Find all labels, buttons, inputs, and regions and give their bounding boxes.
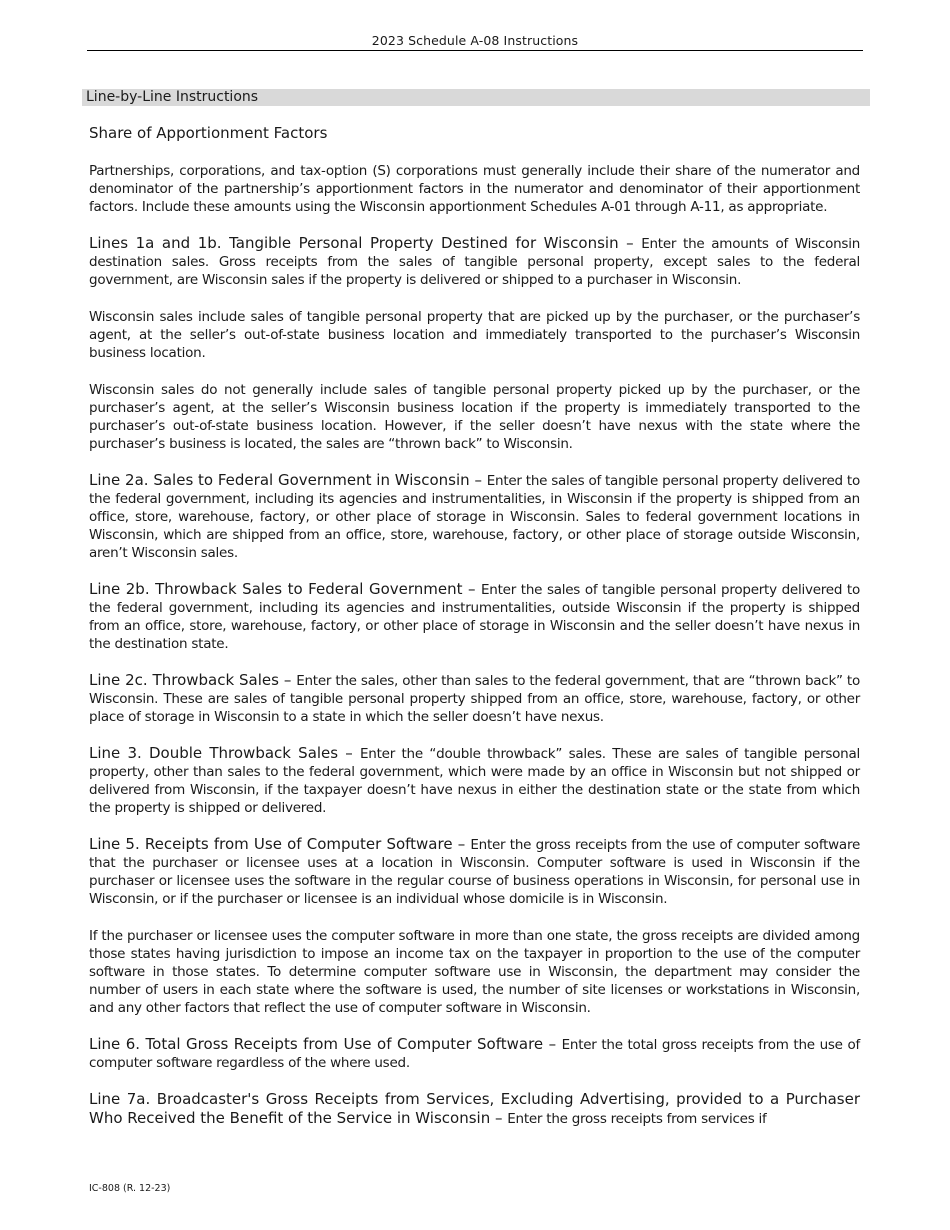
paragraph-lead: Line 2c. Throwback Sales – [89, 671, 297, 689]
instructions-body [89, 124, 860, 1146]
paragraph-line-5 [89, 835, 860, 908]
paragraph-body: If the purchaser or licensee uses the computer software in more than one state, the gross receipts are divided among those states having jurisdiction to impose an income tax on the taxpayer in proportion to the use of the computer software in those states. To determine computer software use in Wisconsin, the department may consider the number of users in each state where the software is used, the number of site licenses or workstations in Wisconsin, and any other factors that reflect the use of computer software in Wisconsin. [89, 928, 860, 1016]
paragraph-line-1a-1b [89, 234, 860, 289]
paragraph-body: Enter the amounts of Wisconsin destination sales. Gross receipts from the sales of tangible personal property, except sales to the federal government, are Wisconsin sales if the property is delivered or shipped to a purchaser in Wisconsin. [89, 236, 861, 288]
paragraph-share-of-factors [89, 161, 860, 216]
paragraph-body: Partnerships, corporations, and tax-option (S) corporations must generally include their share of the numerator and denominator of the partnership’s apportionment factors in the numerator and denominator of their apportionment factors. Include these amounts using the Wisconsin apportionment Schedules A-01 through A-11, as appropriate. [89, 163, 860, 215]
form-revision-code: IC-808 (R. 12-23) [89, 1183, 171, 1194]
paragraph-body: Wisconsin sales include sales of tangible personal property that are picked up by the purchaser, or the purchaser’s agent, at the seller’s out-of-state business location and immediately transported to the purchaser’s Wisconsin business location. [89, 309, 860, 361]
paragraph-line-2a [89, 471, 860, 562]
paragraph-line-6 [89, 1035, 860, 1072]
paragraph-body: Wisconsin sales do not generally include sales of tangible personal property picked up by the purchaser, or the purchaser’s agent, at the seller’s Wisconsin business location if the property is immediately transported to the purchaser’s out-of-state business location. However, if the seller doesn’t have nexus with the state where the purchaser’s business is located, the sales are “thrown back” to Wisconsin. [89, 382, 860, 452]
paragraph-line-2c [89, 671, 860, 726]
paragraph-body: Enter the sales of tangible personal property delivered to the federal government, including its agencies and instrumentalities, in Wisconsin if the property is shipped from an office, store, warehouse, factory, or other place of storage in Wisconsin. Sales to federal government locations in Wisconsin, which are shipped from an office, store, warehouse, factory, or other place of storage outside Wisconsin, aren’t Wisconsin sales. [89, 473, 860, 561]
paragraph-software-multistate [89, 926, 860, 1017]
paragraph-body: Enter the gross receipts from the use of computer software that the purchaser or licensee uses at a location in Wisconsin. Computer software is used in Wisconsin if the purchaser or licensee uses the software in the regular course of business operations in Wisconsin, for personal use in Wisconsin, or if the purchaser or licensee is an individual whose domicile is in Wisconsin. [89, 837, 860, 907]
document-header-title: 2023 Schedule A-08 Instructions [371, 33, 579, 48]
paragraph-lead: Line 2b. Throwback Sales to Federal Government – [89, 580, 482, 598]
paragraph-lead: Line 3. Double Throwback Sales – [89, 744, 361, 762]
paragraph-lead: Line 2a. Sales to Federal Government in Wisconsin – [89, 471, 487, 489]
paragraph-body: Enter the total gross receipts from the use of computer software regardless of the where used. [89, 1037, 860, 1071]
paragraph-line-7a [89, 1090, 860, 1128]
paragraph-body: Enter the gross receipts from services if [507, 1111, 767, 1127]
paragraph-body: Enter the “double throwback” sales. These are sales of tangible personal property, other than sales to the federal government, which were made by an office in Wisconsin but not shipped or delivered from Wisconsin, if the taxpayer doesn’t have nexus in either the destination state or the state from which the property is shipped or delivered. [89, 746, 861, 816]
subheading-share-of-apportionment: Share of Apportionment Factors [89, 124, 328, 142]
paragraph-body: Enter the sales of tangible personal property delivered to the federal government, including its agencies and instrumentalities, outside Wisconsin if the property is shipped from an office, store, warehouse, factory, or other place of storage in Wisconsin and the seller doesn’t have nexus in the destination state. [89, 582, 860, 652]
paragraph-lead: Line 5. Receipts from Use of Computer Software – [89, 835, 471, 853]
paragraph-lead: Line 7a. Broadcaster's Gross Receipts from Services, Excluding Advertising, provided to a Purchaser Who Received the Benefit of the Service in Wisconsin – [89, 1090, 860, 1127]
paragraph-wisconsin-sales-exclude [89, 380, 860, 453]
paragraph-line-3 [89, 744, 860, 817]
paragraph-line-2b [89, 580, 860, 653]
section-title-bar: Line-by-Line Instructions [82, 89, 870, 106]
paragraph-wisconsin-sales-include [89, 307, 860, 362]
paragraph-lead: Lines 1a and 1b. Tangible Personal Property Destined for Wisconsin – [89, 234, 642, 252]
paragraph-body: Enter the sales, other than sales to the federal government, that are “thrown back” to Wisconsin. These are sales of tangible personal property shipped from an office, store, warehouse, factory, or other place of storage in Wisconsin to a state in which the seller doesn’t have nexus. [89, 673, 860, 725]
header-divider [87, 50, 863, 51]
paragraph-lead: Line 6. Total Gross Receipts from Use of Computer Software – [89, 1035, 562, 1053]
